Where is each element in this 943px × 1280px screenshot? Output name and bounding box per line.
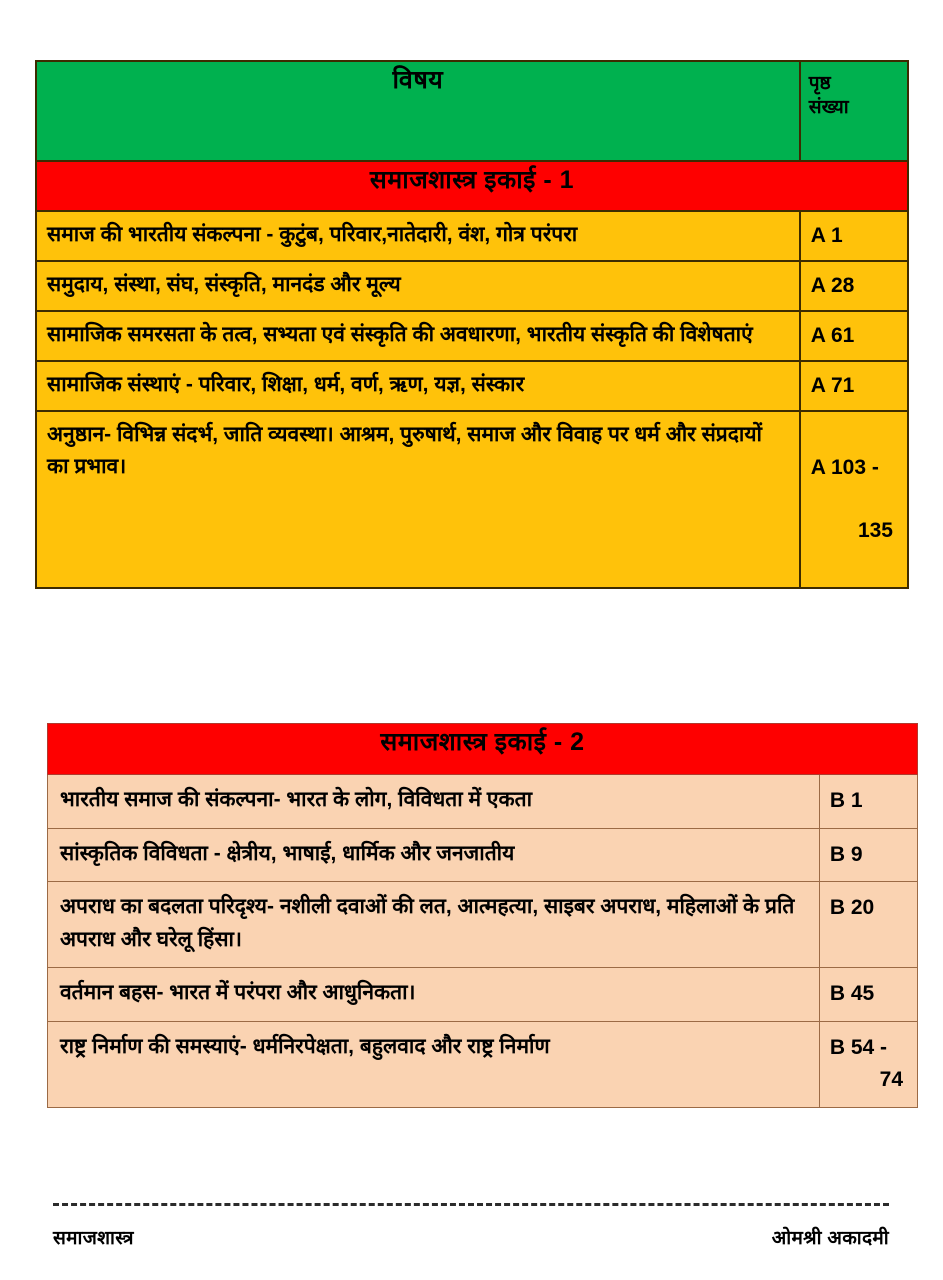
page-cell: A 1 — [800, 211, 908, 261]
page-column-header — [800, 61, 908, 161]
topic-cell: अनुष्ठान- विभिन्न संदर्भ, जाति व्यवस्था। आश्रम, पुरुषार्थ, समाज और विवाह पर धर्म और संप्रदायों का प्रभाव। — [36, 411, 800, 589]
topic-cell: सांस्कृतिक विविधता - क्षेत्रीय, भाषाई, धार्मिक और जनजातीय — [48, 828, 820, 882]
topic-cell: वर्तमान बहस- भारत में परंपरा और आधुनिकता। — [48, 968, 820, 1022]
page-footer — [53, 1203, 889, 1250]
page-cell-line2: 135 — [857, 519, 893, 543]
footer-subject-label: समाजशास्त्र — [53, 1228, 134, 1249]
page-cell-line1: A 103 - — [810, 455, 879, 479]
footer-publisher-label: ओमश्री अकादमी — [771, 1228, 889, 1249]
page-cell: B 20 — [819, 882, 917, 968]
table-header-row — [36, 61, 908, 161]
topic-cell: अपराध का बदलता परिदृश्य- नशीली दवाओं की लत, आत्महत्या, साइबर अपराध, महिलाओं के प्रति अपराध और घरेलू हिंसा। — [48, 882, 820, 968]
page-cell: A 61 — [800, 311, 908, 361]
subject-header-label: विषय — [392, 66, 444, 94]
topic-cell: भारतीय समाज की संकल्पना- भारत के लोग, विविधता में एकता — [48, 775, 820, 829]
page-cell — [800, 411, 908, 589]
table-row — [36, 211, 908, 261]
page-header-label-line2: संख्या — [808, 96, 849, 118]
page-cell-line1: B 54 - — [829, 1035, 888, 1059]
page-cell: A 28 — [800, 261, 908, 311]
footer-content-row — [53, 1224, 889, 1250]
table-row — [36, 311, 908, 361]
unit-2-band-row — [48, 724, 918, 775]
table-row — [48, 828, 918, 882]
unit-2-contents-table — [47, 723, 918, 1108]
page-cell: B 1 — [819, 775, 917, 829]
page-cell — [819, 1021, 917, 1107]
unit-2-title: समाजशास्त्र इकाई - 2 — [380, 728, 585, 756]
unit-1-band-row — [36, 161, 908, 211]
subject-column-header — [36, 61, 800, 161]
footer-divider — [53, 1203, 889, 1206]
table-row — [48, 882, 918, 968]
topic-cell: सामाजिक संस्थाएं - परिवार, शिक्षा, धर्म, वर्ण, ऋण, यज्ञ, संस्कार — [36, 361, 800, 411]
page-cell: B 45 — [819, 968, 917, 1022]
unit-1-title: समाजशास्त्र इकाई - 1 — [369, 166, 575, 194]
page-cell-line2: 74 — [879, 1068, 903, 1092]
page-cell: A 71 — [800, 361, 908, 411]
table-row — [36, 411, 908, 589]
unit-1-contents-table — [35, 60, 909, 589]
topic-cell: सामाजिक समरसता के तत्व, सभ्यता एवं संस्कृति की अवधारणा, भारतीय संस्कृति की विशेषताएं — [36, 311, 800, 361]
topic-cell: राष्ट्र निर्माण की समस्याएं- धर्मनिरपेक्षता, बहुलवाद और राष्ट्र निर्माण — [48, 1021, 820, 1107]
unit-1-band — [36, 161, 908, 211]
table-row — [36, 261, 908, 311]
table-row — [48, 775, 918, 829]
topic-cell: समाज की भारतीय संकल्पना - कुटुंब, परिवार,नातेदारी, वंश, गोत्र परंपरा — [36, 211, 800, 261]
table-row — [48, 968, 918, 1022]
table-row — [48, 1021, 918, 1107]
unit-2-band — [48, 724, 918, 775]
table-row — [36, 361, 908, 411]
page-cell: B 9 — [819, 828, 917, 882]
page-header-label-line1: पृष्ठ — [808, 73, 831, 94]
topic-cell: समुदाय, संस्था, संघ, संस्कृति, मानदंड और मूल्य — [36, 261, 800, 311]
